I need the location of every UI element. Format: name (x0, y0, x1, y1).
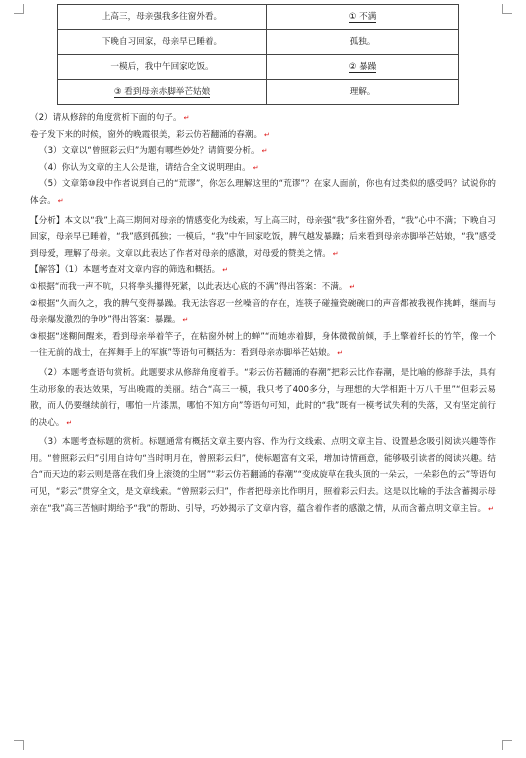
answer-item-1: ①根据“而我一声不吭，只将拳头攥得死紧，以此表达心底的不满”得出答案：不满。 ↵ (30, 281, 356, 292)
table-row (58, 80, 459, 105)
answer-intro: 【解答】（1）本题考查对文章内容的筛选和概括。 ↵ (30, 265, 229, 276)
quoted-sentence: 卷子发下来的时候，窗外的晚霞很美，彩云仿若翻涌的春潮。 ↵ (30, 129, 270, 140)
answer-item-3: ③根据“迷糊间醒来，看到母亲举着竿子，在粘窗外树上的蝉”“而她赤着脚，身体微微前倾，手上擎着纤长的竹竿，像一个一往无前的战士，在挥舞手上的军旗”等语句可概括为：看到母亲赤脚举芒姑娘。 ↵ (30, 331, 496, 359)
table-cell-event: 下晚自习回家，母亲早已睡着。 (58, 30, 267, 55)
page-corner-mark-top-left (14, 4, 24, 14)
table-cell-event: ③ 看到母亲赤脚举芒姑娘 (58, 80, 267, 105)
question-2: （2）请从修辞的角度赏析下面的句子。 ↵ (30, 113, 190, 123)
question-4: （4）你认为文章的主人公是谁，请结合全文说明理由。 ↵ (39, 162, 259, 173)
table-row (58, 30, 459, 55)
page-corner-mark-bottom-right (502, 740, 512, 750)
table-cell-feeling: 孤独。 (267, 30, 459, 55)
question-5: （5）文章第⑩段中作者说到自己的“荒谬”，你怎么理解这里的“荒谬”？在家人面前，你也有过类似的感受吗？试说你的体会。 ↵ (30, 179, 496, 206)
table-cell-feeling: 理解。 (267, 80, 459, 105)
table-cell-event: 一模后，我中午回家吃饭。 (58, 55, 267, 80)
table-row (58, 5, 459, 30)
page-corner-mark-top-right (502, 4, 512, 14)
answer-question-3: （3）本题考查标题的赏析。标题通常有概括文章主要内容、作为行文线索、点明文章主旨、设置悬念吸引阅读兴趣等作用。“曾照彩云归”引用自诗句“当时明月在，曾照彩云归”，使标题富有文采，增加诗情画意，能够吸引读者的阅读兴趣。结合“而天边的彩云则是落在我们身上滚烫的尘屑”“彩云仿若翻涌的春潮”“变成旋草在我头顶的一朵云，一朵彩色的云”等语句可见，“彩云”贯穿全文，是文章线索。“曾照彩云归”，作者把母亲比作明月，照着彩云归去。这是以比喻的手法含蓄揭示母亲在“我”高三苦恼时期给予“我”的帮助、引导，巧妙揭示了文章内容，蕴含着作者的感激之情，从而含蓄点明文章主旨。 ↵ (30, 437, 496, 514)
question-3: （3）文章以“曾照彩云归”为题有哪些妙处？请简要分析。 ↵ (39, 146, 268, 157)
table-cell-feeling: ① 不满 (267, 5, 459, 30)
table-row (58, 55, 459, 80)
summary-table (57, 4, 459, 105)
answer-item-2: ②根据“久而久之，我的脾气变得暴躁。我无法容忍一丝噪音的存在，连筷子碰撞瓷碗碗口的声音都被我视作挑衅，继而与母亲爆发激烈的争吵”得出答案：暴躁。 ↵ (30, 298, 496, 326)
document-body (30, 110, 496, 517)
page-corner-mark-bottom-left (14, 740, 24, 750)
answer-question-2: （2）本题考查语句赏析。此题要求从修辞角度着手。“彩云仿若翻涌的春潮”把彩云比作春潮，是比喻的修辞手法，具有生动形象的表达效果，写出晚霞的美丽。结合“高三一模，我只考了400多分，与理想的大学相距十万八千里”“但彩云易散，而人仍要继续前行，哪怕一片漆黑，哪怕不知方向”等语句可知，此时的“我”既有一模考试失利的失落，又有坚定前行的决心。 ↵ (30, 367, 496, 428)
table-cell-event: 上高三，母亲强我多往窗外看。 (58, 5, 267, 30)
table-cell-feeling: ② 暴躁 (267, 55, 459, 80)
analysis-paragraph: 【分析】本文以“我”上高三期间对母亲的情感变化为线索，写上高三时，母亲强“我”多往窗外看，“我”心中不满；下晚自习回家，母亲早已睡着，“我”感到孤独；一模后，“我”中午回家吃饭，脾气越发暴躁；后来看到母亲赤脚举芒姑娘，“我”感受到母爱，理解了母亲。文章以此表达了作者对母亲的感激，对母爱的赞美之情。 ↵ (30, 215, 496, 259)
